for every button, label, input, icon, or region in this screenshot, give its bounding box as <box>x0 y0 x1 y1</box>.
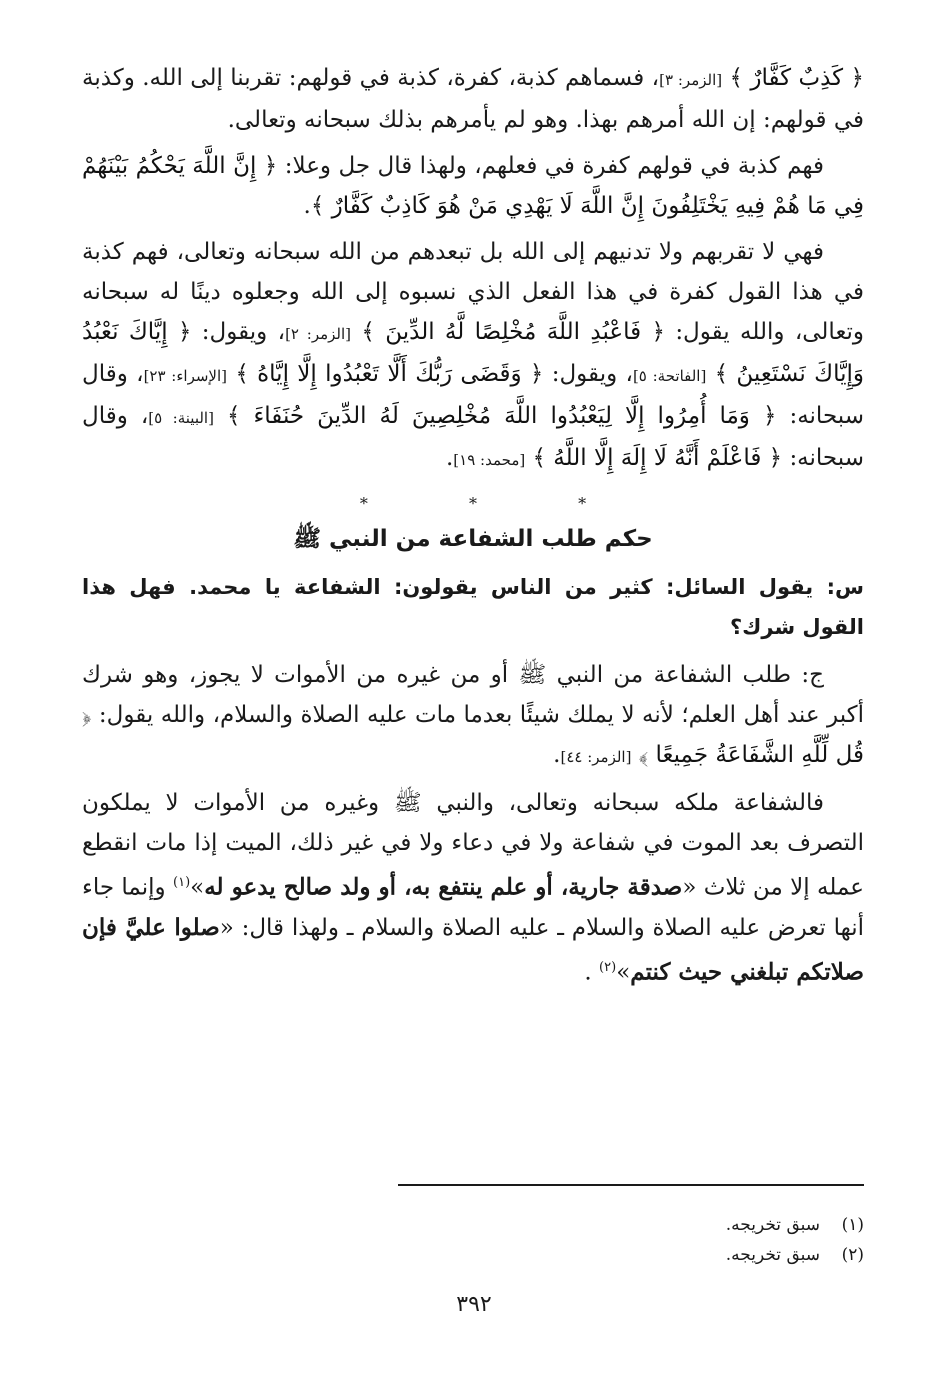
verse-reference: [الإسراء: ٢٣] <box>143 367 228 385</box>
footnote-marker: (٢) <box>599 959 617 975</box>
verse-reference: [الزمر: ٣] <box>659 71 723 89</box>
question-text: س: يقول السائل: كثير من الناس يقولون: الشفاعة يا محمد. فهل هذا القول شرك؟ <box>82 575 864 639</box>
paragraph-text: ، فسماهم كذبة، كفرة، كذبة في قولهم: تقربنا إلى الله. وكذبة في قولهم: إن الله أمرهم بهذا. وهو لم يأمرهم بذلك سبحانه وتعالى. <box>82 65 864 133</box>
section-heading: حكم طلب الشفاعة من النبي ﷺ <box>293 526 653 552</box>
quran-verse: ﴿ قُل لِّلَّهِ الشَّفَاعَةُ جَمِيعًا ﴾ <box>82 702 864 768</box>
page-number: ٣٩٢ <box>456 1292 492 1317</box>
footnote-text: سبق تخريجه. <box>725 1245 820 1265</box>
footnote-marker: (١) <box>173 875 191 890</box>
paragraph-2 <box>82 146 864 226</box>
footnote-item <box>364 1240 864 1270</box>
paragraph-5 <box>82 783 864 992</box>
paragraph-text: وإنما جاء أنها تعرض عليه الصلاة والسلام ـ عليه الصلاة والسلام ـ ولهذا قال: « <box>82 874 864 941</box>
verse-reference: [الفاتحة: ٥] <box>632 367 707 385</box>
page-body <box>82 58 864 998</box>
paragraph-1 <box>82 58 864 140</box>
quote-close: » <box>616 959 631 986</box>
footnote-text: سبق تخريجه. <box>725 1215 820 1235</box>
quran-verse: ﴿ وَقَضَى رَبُّكَ أَلَّا تَعْبُدُوا إِلَّا إِيَّاهُ ﴾ <box>235 361 544 387</box>
paragraph-text: فالشفاعة ملكه سبحانه وتعالى، والنبي ﷺ وغيره من الأموات لا يملكون التصرف بعد الموت في شفاعة ولا في دعاء ولا في غير ذلك، الميت إذا مات انقطع عمله إلا من ثلاث « <box>82 790 864 901</box>
quran-verse: ﴿ إِنَّ اللَّهَ يَحْكُمُ بَيْنَهُمْ فِي مَا هُمْ فِيهِ يَخْتَلِفُونَ إِنَّ اللَّهَ لَا يَهْدِي مَنْ هُوَ كَاذِبٌ كَفَّارٌ ﴾ <box>82 153 864 219</box>
paragraph-text: فهي لا تقربهم ولا تدنيهم إلى الله بل تبعدهم من الله سبحانه وتعالى، فهم كذبة في هذا القول كفرة في هذا الفعل الذي نسبوه إلى الله وجعلوه دينًا له سبحانه وتعالى، والله يقول: <box>82 239 865 345</box>
paragraph-text: ج: طلب الشفاعة من النبي ﷺ أو من غيره من الأموات لا يجوز، وهو شرك أكبر عند أهل العلم؛ لأنه لا يملك شيئًا بعدما مات عليه الصلاة والسلام، والله يقول: <box>82 662 864 728</box>
quran-verse: ﴿ فَاعْلَمْ أَنَّهُ لَا إِلَهَ إِلَّا اللَّهُ ﴾ <box>532 445 783 471</box>
footnote-item <box>364 1210 864 1240</box>
paragraph-text: ، ويقول: <box>201 319 286 345</box>
paragraph-text: ، وقال سبحانه: <box>82 361 865 429</box>
quran-verse: ﴿ فَاعْبُدِ اللَّهَ مُخْلِصًا لَّهُ الدِّينَ ﴾ <box>361 319 665 345</box>
hadith-quote: صلوا عليَّ فإن صلاتكم تبلغني حيث كنتم <box>82 913 864 986</box>
quran-verse: ﴿ وَمَا أُمِرُوا إِلَّا لِيَعْبُدُوا اللَّهَ مُخْلِصِينَ لَهُ الدِّينَ حُنَفَاءَ ﴾ <box>226 403 777 429</box>
hadith-quote: صدقة جارية، أو علم ينتفع به، أو ولد صالح يدعو له <box>204 873 683 901</box>
paragraph-end: . <box>553 742 561 768</box>
verse-reference: [البينة: ٥] <box>148 409 214 427</box>
footnote-number: (٢) <box>841 1245 864 1265</box>
footnotes <box>364 1210 864 1270</box>
quran-verse: ﴿ كَذِبٌ كَفَّارٌ ﴾ <box>729 65 864 91</box>
footnote-divider <box>398 1184 864 1186</box>
footnote-number: (١) <box>841 1215 864 1235</box>
answer-paragraph <box>82 655 864 777</box>
section-separator: * * * <box>359 494 635 513</box>
paragraph-end: . <box>445 445 454 471</box>
paragraph-text: ، وقال سبحانه: <box>82 403 864 471</box>
quote-close: » <box>190 874 205 901</box>
paragraph-3 <box>82 232 864 480</box>
verse-reference: [الزمر: ٢] <box>285 325 352 343</box>
paragraph-end: . <box>584 959 600 986</box>
paragraph-text: فهم كذبة في قولهم كفرة في فعلهم، ولهذا قال جل وعلا: <box>284 153 825 179</box>
verse-reference: [محمد: ١٩] <box>453 451 526 469</box>
paragraph-end: . <box>303 193 311 219</box>
verse-reference: [الزمر: ٤٤] <box>560 748 632 766</box>
paragraph-text: ، ويقول: <box>551 361 633 387</box>
quran-verse: ﴿ إِيَّاكَ نَعْبُدُ وَإِيَّاكَ نَسْتَعِينُ ﴾ <box>82 319 864 387</box>
